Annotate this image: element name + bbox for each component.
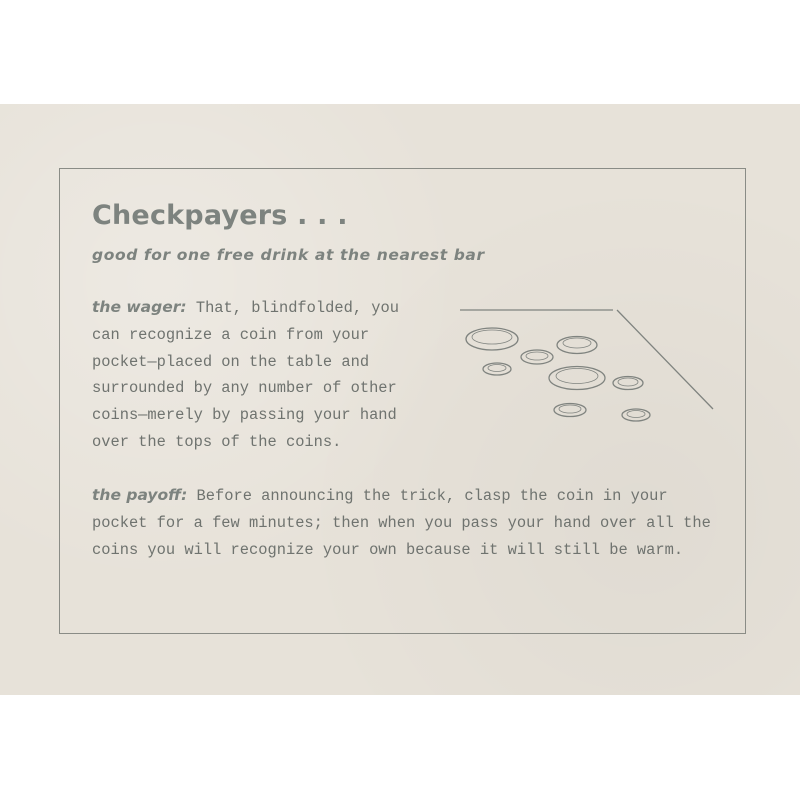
payoff-text: Before announcing the trick, clasp the coin in your pocket for a few minutes; then when you pass your hand over all the coins you will recognize your own because it will still be warm. <box>92 487 711 559</box>
coin-smallest-right <box>622 409 650 421</box>
coins-illustration <box>455 299 725 424</box>
coin-small-left <box>483 363 511 375</box>
table-corner-line <box>617 310 713 409</box>
checkpayer-card <box>0 104 800 695</box>
wager-paragraph <box>92 294 430 456</box>
wager-label: the wager: <box>92 298 187 316</box>
coin-middle <box>521 350 553 364</box>
wager-text: That, blindfolded, you can recognize a coin from your pocket—placed on the table and surrounded by any number of other coins—merely by passing your hand over the tops of the coins. <box>92 299 400 451</box>
coin-large-center <box>549 367 605 390</box>
coin-large-left <box>466 328 518 350</box>
payoff-paragraph <box>92 482 722 563</box>
payoff-label: the payoff: <box>92 486 188 504</box>
coin-small-right <box>613 377 643 390</box>
coin-medium-top <box>557 337 597 354</box>
card-subtitle: good for one free drink at the nearest bar <box>92 246 485 264</box>
card-title: Checkpayers . . . <box>92 200 348 231</box>
coin-small-bottom <box>554 404 586 417</box>
